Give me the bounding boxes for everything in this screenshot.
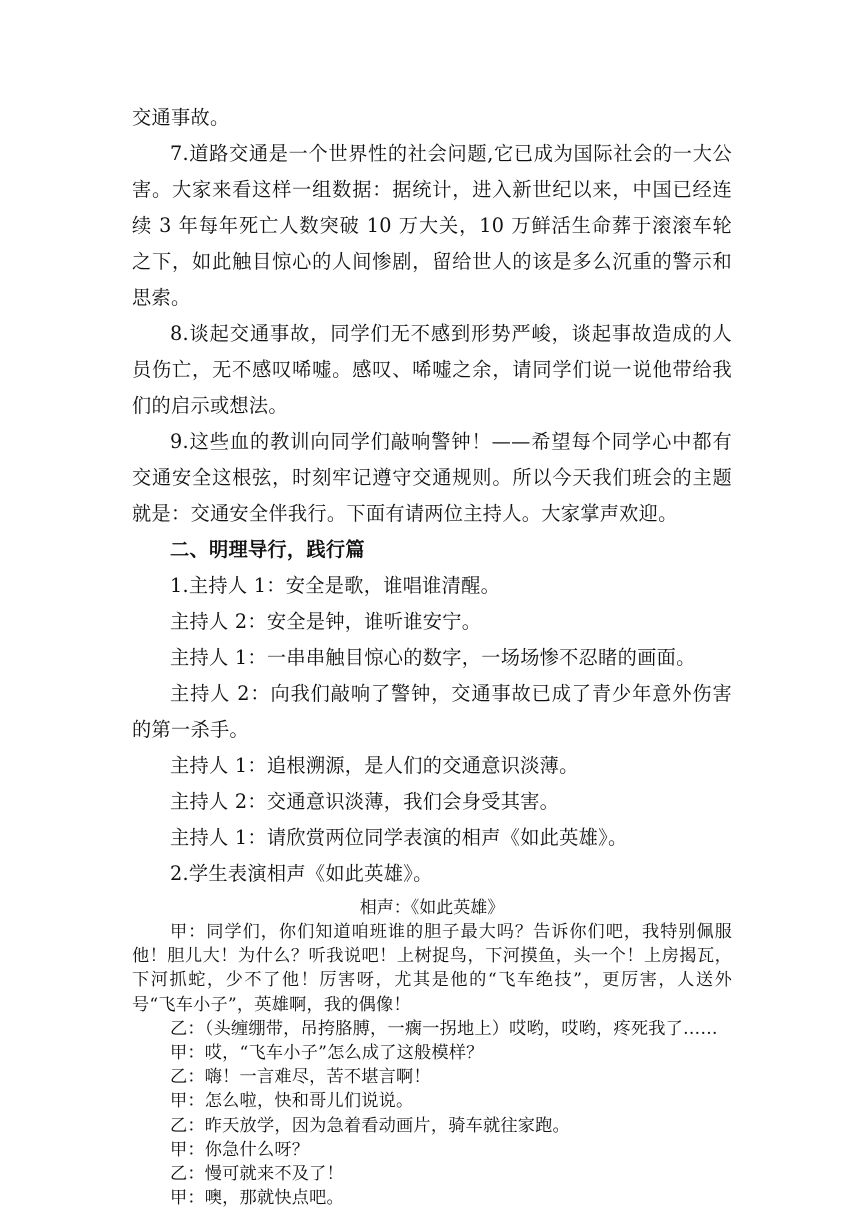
host-line: 主持人 1：追根溯源，是人们的交通意识淡薄。 <box>170 754 579 777</box>
skit-title: 相声：《如此英雄》 <box>359 898 505 918</box>
host-line: 主持人 2：向我们敲响了警钟，交通事故已成了青少年意外伤害的第一杀手。 <box>132 682 732 741</box>
section-heading: 二、明理导行，践行篇 <box>170 538 365 561</box>
document-page <box>132 100 732 1210</box>
skit-line: 甲：怎么啦，快和哥儿们说说。 <box>170 1091 414 1112</box>
paragraph-8: 8.谈起交通事故，同学们无不感到形势严峻，谈起事故造成的人员伤亡，无不感叹唏嘘。感叹、唏嘘之余，请同学们说一说他带给我们的启示或想法。 <box>132 322 732 417</box>
paragraph-7: 7.道路交通是一个世界性的社会问题,它已成为国际社会的一大公害。大家来看这样一组数据：据统计，进入新世纪以来，中国已经连续 3 年每年死亡人数突破 10 万大关，10 万鲜活生命葬于滚滚车轮之下，如此触目惊心的人间惨剧，留给世人的该是多么沉重的警示和思索。 <box>132 142 732 309</box>
host-line: 2.学生表演相声《如此英雄》。 <box>170 862 433 885</box>
skit-line: 乙：（头缠绷带，吊挎胳膊，一瘸一拐地上）哎哟，哎哟，疼死我了…… <box>170 1018 718 1039</box>
host-line: 主持人 1：一串串触目惊心的数字，一场场惨不忍睹的画面。 <box>170 646 696 669</box>
host-line: 主持人 2：安全是钟，谁听谁安宁。 <box>170 610 482 633</box>
skit-line: 甲：哎，“飞车小子”怎么成了这般模样？ <box>170 1043 484 1064</box>
skit-line: 甲：你急什么呀？ <box>170 1139 310 1160</box>
host-line: 主持人 2：交通意识淡薄，我们会身受其害。 <box>170 790 560 813</box>
host-line: 主持人 1：请欣赏两位同学表演的相声《如此英雄》。 <box>170 826 628 849</box>
skit-line: 甲：同学们，你们知道咱班谁的胆子最大吗？告诉你们吧，我特别佩服他！胆儿大！为什么？听我说吧！上树捉鸟，下河摸鱼，头一个！上房揭瓦，下河抓蛇，少不了他！厉害呀，尤其是他的“飞车绝技”，更厉害，人送外号“飞车小子”，英雄啊，我的偶像！ <box>132 922 732 1015</box>
skit-line: 乙：慢可就来不及了！ <box>170 1164 344 1185</box>
skit-line: 乙：嗨！一言难尽，苦不堪言啊！ <box>170 1067 431 1088</box>
paragraph-continuation: 交通事故。 <box>132 106 230 129</box>
skit-line: 乙：昨天放学，因为急着看动画片，骑车就往家跑。 <box>170 1115 570 1136</box>
paragraph-9: 9.这些血的教训向同学们敲响警钟！——希望每个同学心中都有交通安全这根弦，时刻牢记遵守交通规则。所以今天我们班会的主题就是：交通安全伴我行。下面有请两位主持人。大家掌声欢迎。 <box>132 430 732 525</box>
host-line: 1.主持人 1：安全是歌，谁唱谁清醒。 <box>170 574 501 597</box>
skit-line: 甲：噢，那就快点吧。 <box>170 1188 344 1209</box>
